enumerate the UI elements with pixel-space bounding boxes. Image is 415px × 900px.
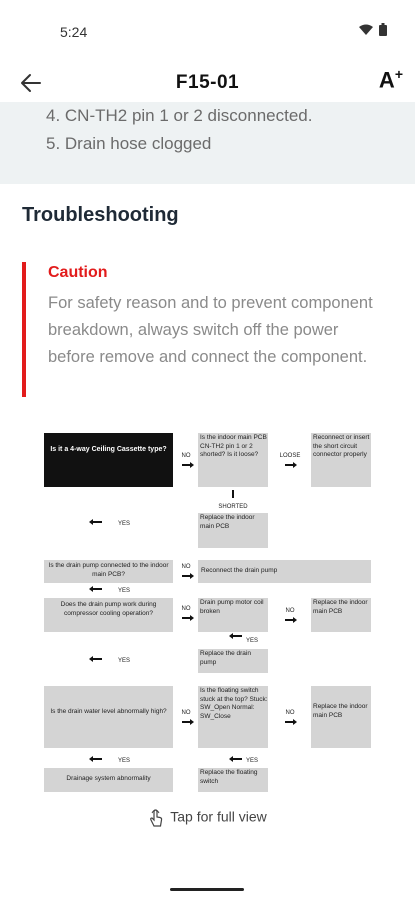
battery-icon	[379, 23, 387, 36]
causes-box	[0, 102, 415, 184]
tap-hand-icon	[148, 808, 164, 828]
flow-replace-pump-text: Replace the drain pump	[200, 650, 251, 666]
flowchart-image[interactable]	[0, 420, 415, 800]
caution-block	[22, 262, 386, 397]
flow-yes-2: YES	[117, 588, 131, 594]
caution-text: For safety reason and to prevent component breakdown, always switch off the power before remove and connect the component.	[48, 294, 373, 366]
wifi-icon	[359, 24, 373, 36]
flow-no-2: NO	[181, 564, 191, 570]
flow-reconnect-short-text: Reconnect or insert the short circuit connector properly	[313, 434, 370, 458]
home-indicator[interactable]	[170, 888, 244, 891]
flow-q2-text: Is the indoor main PCB CN-TH2 pin 1 or 2 shorted? Is it loose?	[200, 434, 267, 458]
cause-item-5: 5. Drain hose clogged	[46, 134, 212, 153]
flow-yes-5: YES	[117, 758, 131, 764]
font-size-label: A	[378, 67, 395, 93]
flow-q4-text: Does the drain pump work during compressor cooling operation?	[60, 601, 157, 617]
flow-yes-3: YES	[245, 638, 259, 644]
font-size-button[interactable]	[379, 66, 403, 93]
status-bar	[0, 0, 415, 64]
flow-replace-pcb-1-text: Replace the indoor main PCB	[200, 514, 255, 530]
flow-replace-pcb-2-text: Replace the indoor main PCB	[313, 599, 368, 615]
flow-q5-text: Drain pump motor coil broken	[200, 599, 264, 615]
status-icons	[359, 23, 387, 36]
flow-no-6: NO	[285, 710, 295, 716]
flow-drainage-text: Drainage system abnormality	[66, 775, 151, 782]
tap-full-view-button[interactable]	[0, 808, 415, 828]
page-title: F15-01	[175, 72, 240, 93]
flow-q1-text: Is it a 4-way Ceiling Cassette type?	[50, 446, 167, 453]
status-time: 5:24	[60, 24, 88, 40]
app-bar	[0, 64, 415, 102]
cause-item-4: 4. CN-TH2 pin 1 or 2 disconnected.	[46, 106, 313, 125]
caution-label: Caution	[48, 264, 108, 281]
flow-replace-pcb-3-text: Replace the indoor main PCB	[313, 703, 368, 719]
flow-no-4: NO	[285, 608, 295, 614]
flow-no-1: NO	[181, 453, 191, 459]
flow-replace-float-text: Replace the floating switch	[200, 769, 258, 785]
flow-shorted: SHORTED	[218, 504, 248, 510]
flow-q6-text: Is the drain water level abnormally high?	[50, 708, 167, 715]
flow-yes-6: YES	[245, 758, 259, 764]
flowchart-diagram	[0, 420, 415, 800]
font-size-plus: +	[394, 66, 403, 82]
flow-no-5: NO	[181, 710, 191, 716]
flow-reconnect-pump-text: Reconnect the drain pump	[201, 567, 278, 574]
flow-yes-4: YES	[117, 658, 131, 664]
flow-loose: LOOSE	[279, 453, 301, 459]
flow-yes-1: YES	[117, 521, 131, 527]
flow-q7-text: Is the floating switch stuck at the top? Stuck: SW_Open Normal: SW_Close	[200, 687, 268, 720]
flow-q3-text: Is the drain pump connected to the indoor main PCB?	[48, 562, 169, 578]
section-title: Troubleshooting	[22, 204, 179, 226]
flow-no-3: NO	[181, 606, 191, 612]
tap-full-view-label: Tap for full view	[170, 808, 267, 825]
